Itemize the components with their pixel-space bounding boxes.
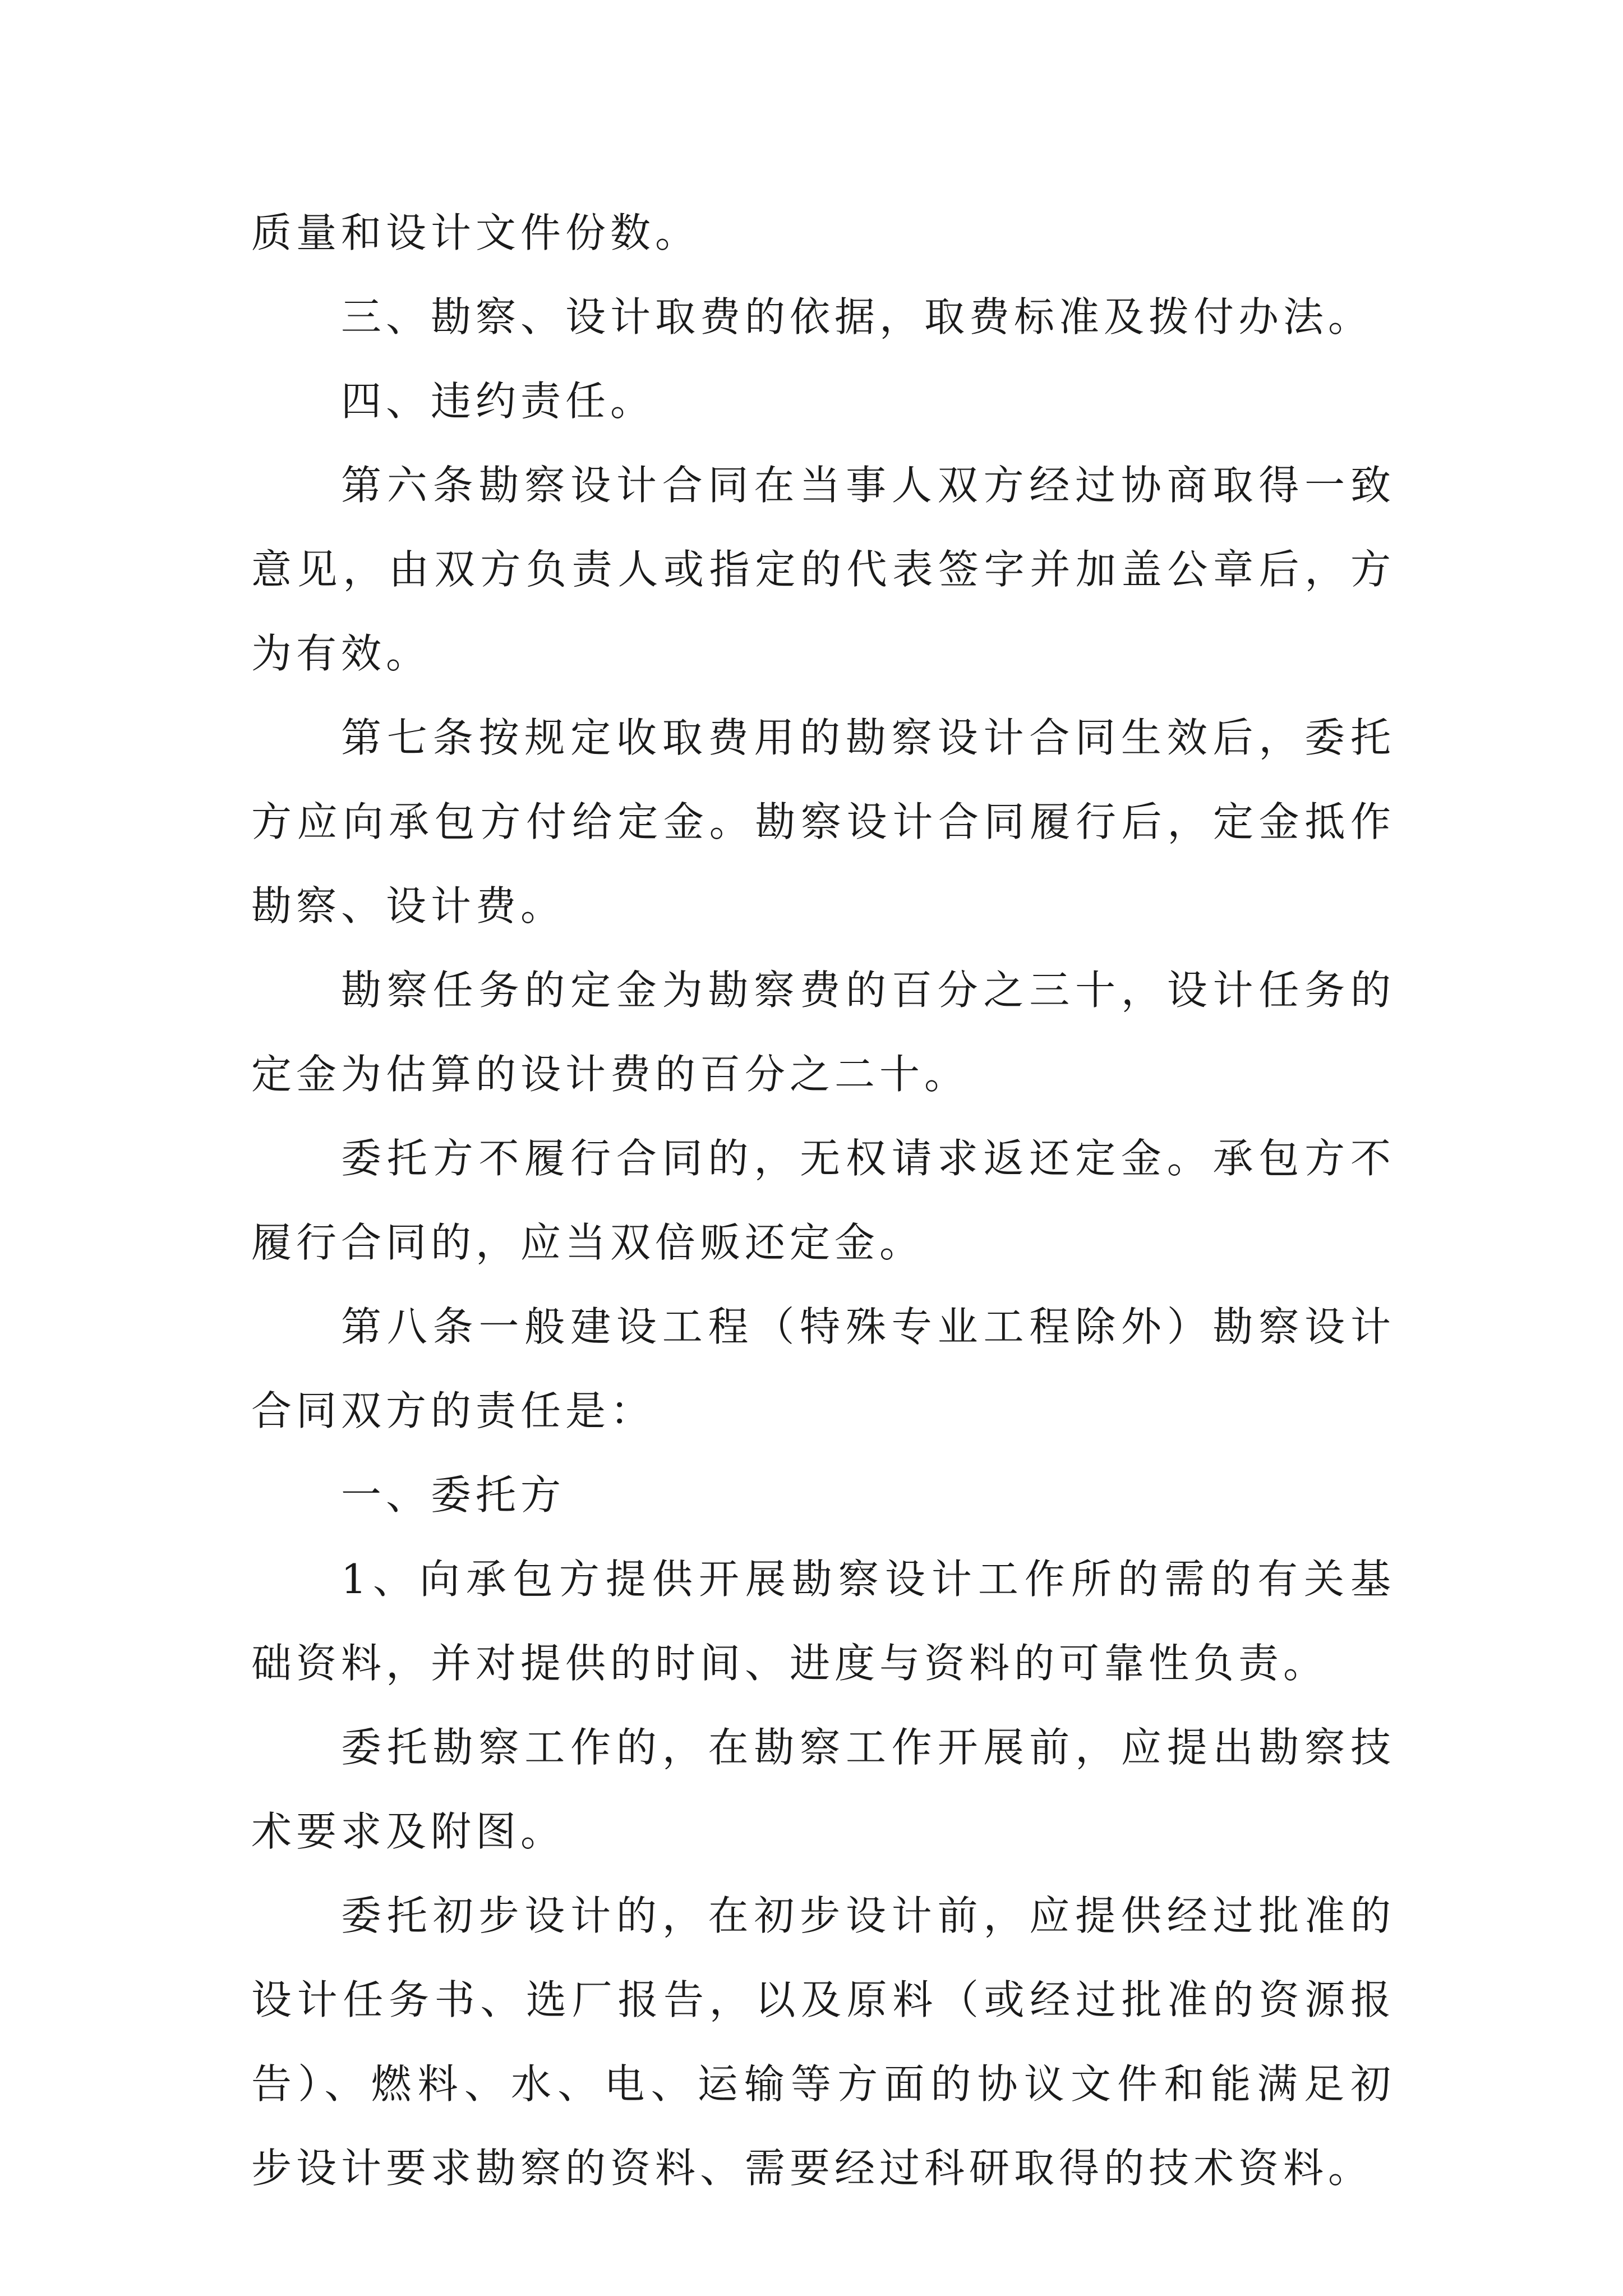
paragraph-10: 1、向承包方提供开展勘察设计工作所的需的有关基础资料，并对提供的时间、进度与资料的可靠性负责。 — [251, 1556, 1395, 1687]
document-body — [251, 191, 1395, 2210]
paragraph-3: 四、违约责任。 — [341, 378, 656, 425]
paragraph-11: 委托勘察工作的，在勘察工作开展前，应提出勘察技术要求及附图。 — [251, 1724, 1395, 1855]
paragraph-7: 委托方不履行合同的，无权请求返还定金。承包方不履行合同的，应当双倍贩还定金。 — [251, 1135, 1395, 1266]
paragraph-12: 委托初步设计的，在初步设计前，应提供经过批准的设计任务书、选厂报告，以及原料（或经过批准的资源报告）、燃料、水、电、运输等方面的协议文件和能满足初步设计要求勘察的资料、需要经过科研取得的技术资料。 — [251, 1892, 1395, 2192]
paragraph-4: 第六条勘察设计合同在当事人双方经过协商取得一致意见，由双方负责人或指定的代表签字并加盖公章后，方为有效。 — [251, 462, 1395, 677]
paragraph-6: 勘察任务的定金为勘察费的百分之三十，设计任务的定金为估算的设计费的百分之二十。 — [251, 967, 1395, 1098]
paragraph-2: 三、勘察、设计取费的依据，取费标准及拨付办法。 — [341, 293, 1373, 341]
paragraph-9: 一、委托方 — [341, 1471, 566, 1519]
paragraph-8: 第八条一般建设工程（特殊专业工程除外）勘察设计合同双方的责任是： — [251, 1303, 1395, 1434]
paragraph-5: 第七条按规定收取费用的勘察设计合同生效后，委托方应向承包方付给定金。勘察设计合同履行后，定金抵作勘察、设计费。 — [251, 714, 1395, 930]
paragraph-1: 质量和设计文件份数。 — [251, 209, 700, 256]
